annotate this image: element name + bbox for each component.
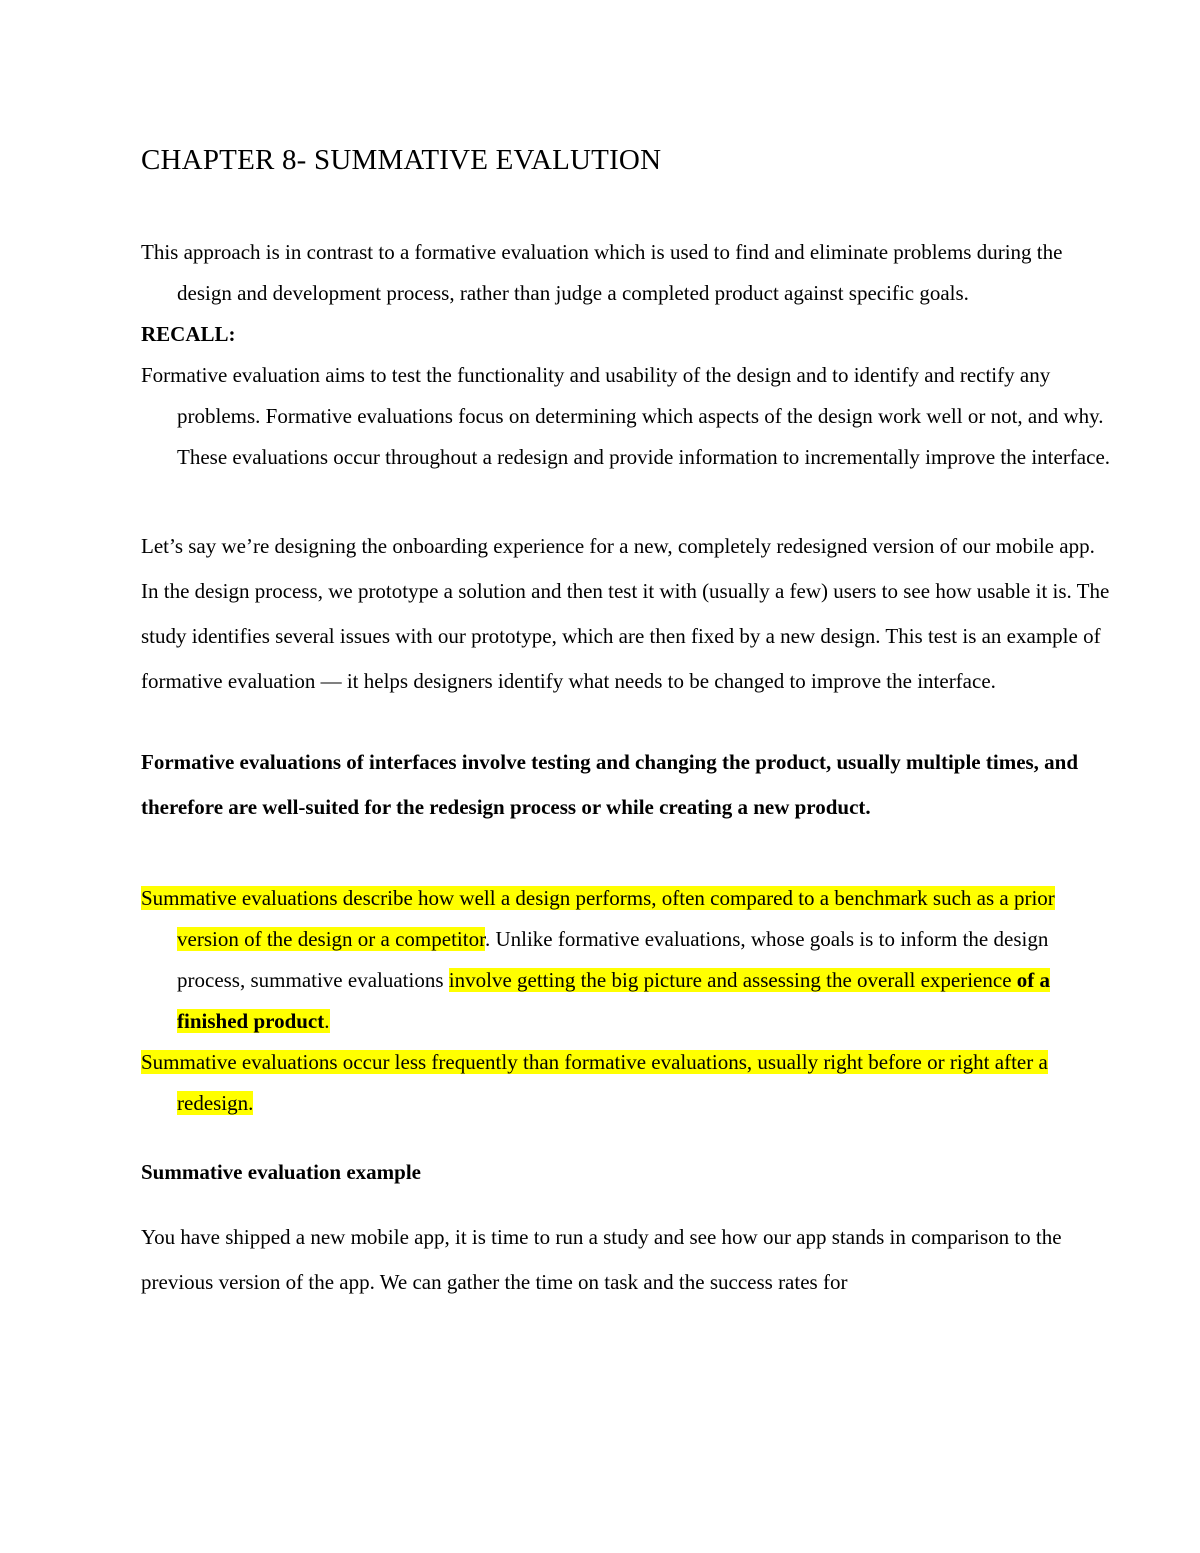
- highlighted-text: Summative evaluations describe how well a design performs, often compared to a benchmark such as a prior version of the design or a competitor: [141, 886, 1055, 951]
- summative-frequency-paragraph: [141, 1042, 1116, 1124]
- highlighted-period: .: [324, 1009, 330, 1033]
- highlighted-text-part: involve getting the big picture and assessing the overall experience: [448, 968, 1017, 992]
- bold-summary-paragraph: Formative evaluations of interfaces involve testing and changing the product, usually multiple times, and therefore are well-suited for the redesign process or while creating a new product.: [141, 750, 1079, 819]
- intro-paragraph: This approach is in contrast to a formative evaluation which is used to find and eliminate problems during the design and development process, rather than judge a completed product against specific goals.: [141, 240, 1063, 305]
- chapter-title: CHAPTER 8- SUMMATIVE EVALUTION: [141, 144, 662, 176]
- section-heading: Summative evaluation example: [141, 1160, 421, 1184]
- example-body-paragraph: You have shipped a new mobile app, it is time to run a study and see how our app stands in comparison to the previous version of the app. We can gather the time on task and the success rates for: [141, 1225, 1062, 1294]
- plain-text: . Unlike formative evaluations, whose goals is to inform the design process, summative evaluations: [177, 927, 1049, 992]
- example-paragraph: Let’s say we’re designing the onboarding experience for a new, completely redesigned version of our mobile app. In the design process, we prototype a solution and then test it with (usually a few) users to see how usable it is. The study identifies several issues with our prototype, which are then fixed by a new design. This test is an example of formative evaluation — it helps designers identify what needs to be changed to improve the interface.: [141, 534, 1110, 693]
- highlighted-text: Summative evaluations occur less frequently than formative evaluations, usually right before or right after a redesign.: [141, 1050, 1048, 1115]
- recall-label: RECALL:: [141, 322, 236, 346]
- summative-definition-paragraph: [141, 878, 1116, 1042]
- document-body: [141, 138, 1116, 1305]
- bold-highlighted-text: of a finished product: [177, 968, 1051, 1033]
- recall-paragraph: Formative evaluation aims to test the functionality and usability of the design and to identify and rectify any problems. Formative evaluations focus on determining which aspects of the design work well or not, and why. These evaluations occur throughout a redesign and provide information to incrementally improve the interface.: [141, 363, 1111, 469]
